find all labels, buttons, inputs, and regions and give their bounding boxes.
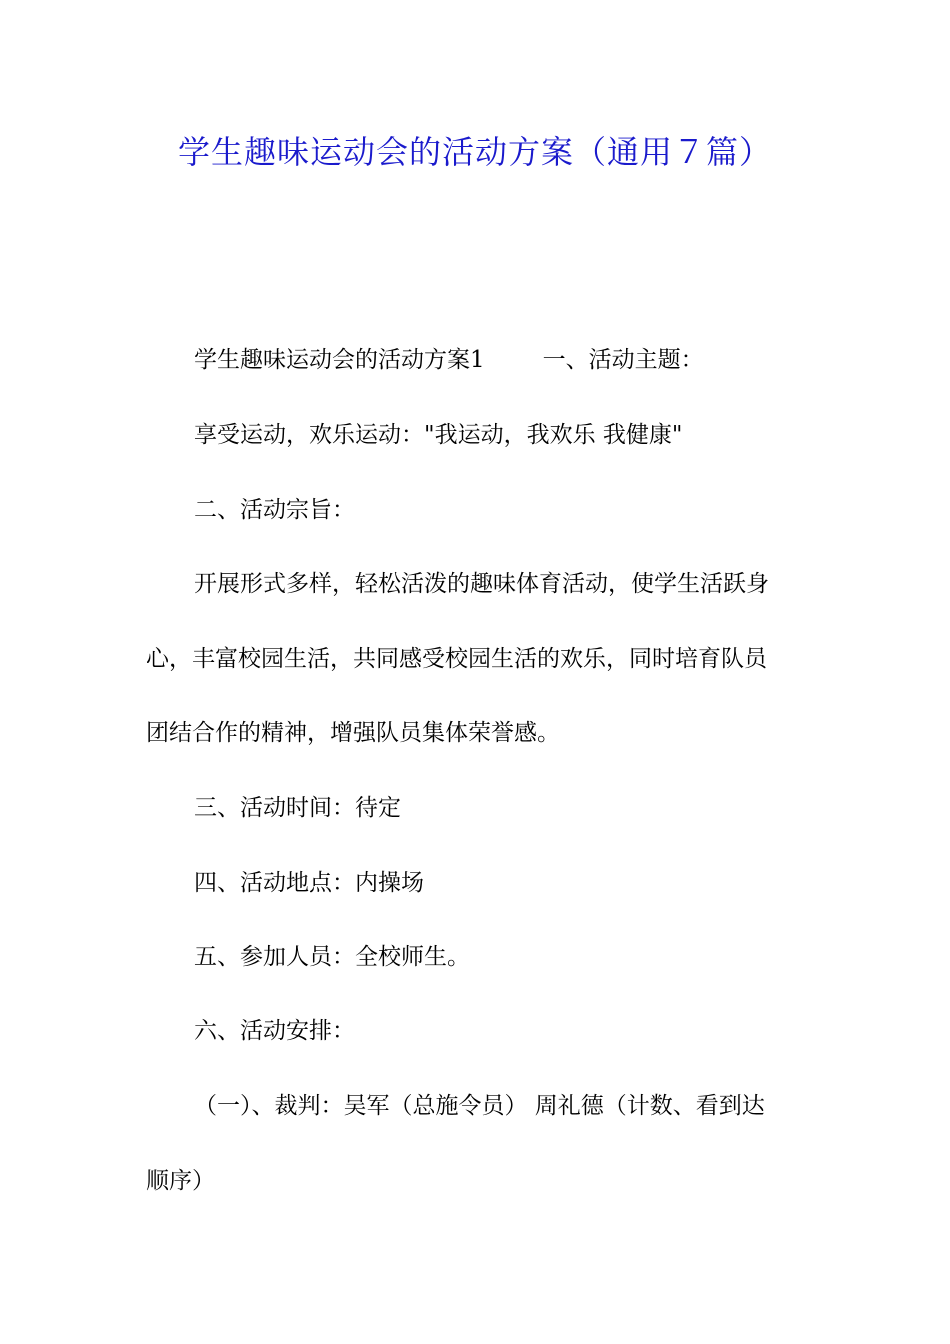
section-heading: 五、参加人员：全校师生。 [194,944,470,970]
section-heading: 二、活动宗旨： [194,497,355,523]
paragraph-line: 心，丰富校园生活，共同感受校园生活的欢乐，同时培育队员 [146,646,767,672]
paragraph-line: 开展形式多样，轻松活泼的趣味体育活动，使学生活跃身 [194,571,769,597]
section-heading: 四、活动地点：内操场 [194,870,424,896]
paragraph-line: 团结合作的精神，增强队员集体荣誉感。 [146,720,560,746]
document-title: 学生趣味运动会的活动方案（通用７篇） [177,133,772,171]
paragraph-line [194,344,704,376]
section-heading: 六、活动安排： [194,1018,355,1044]
paragraph-line: 享受运动，欢乐运动："我运动，我欢乐 我健康" [194,422,683,448]
section-heading: 三、活动时间：待定 [194,795,401,821]
section-heading: 学生趣味运动会的活动方案1 [194,347,485,373]
paragraph-line: 顺序） [146,1168,215,1194]
section-heading: 一、活动主题： [542,347,704,373]
paragraph-line: （一）、裁判：吴军（总施令员） 周礼德（计数、看到达 [194,1093,765,1119]
